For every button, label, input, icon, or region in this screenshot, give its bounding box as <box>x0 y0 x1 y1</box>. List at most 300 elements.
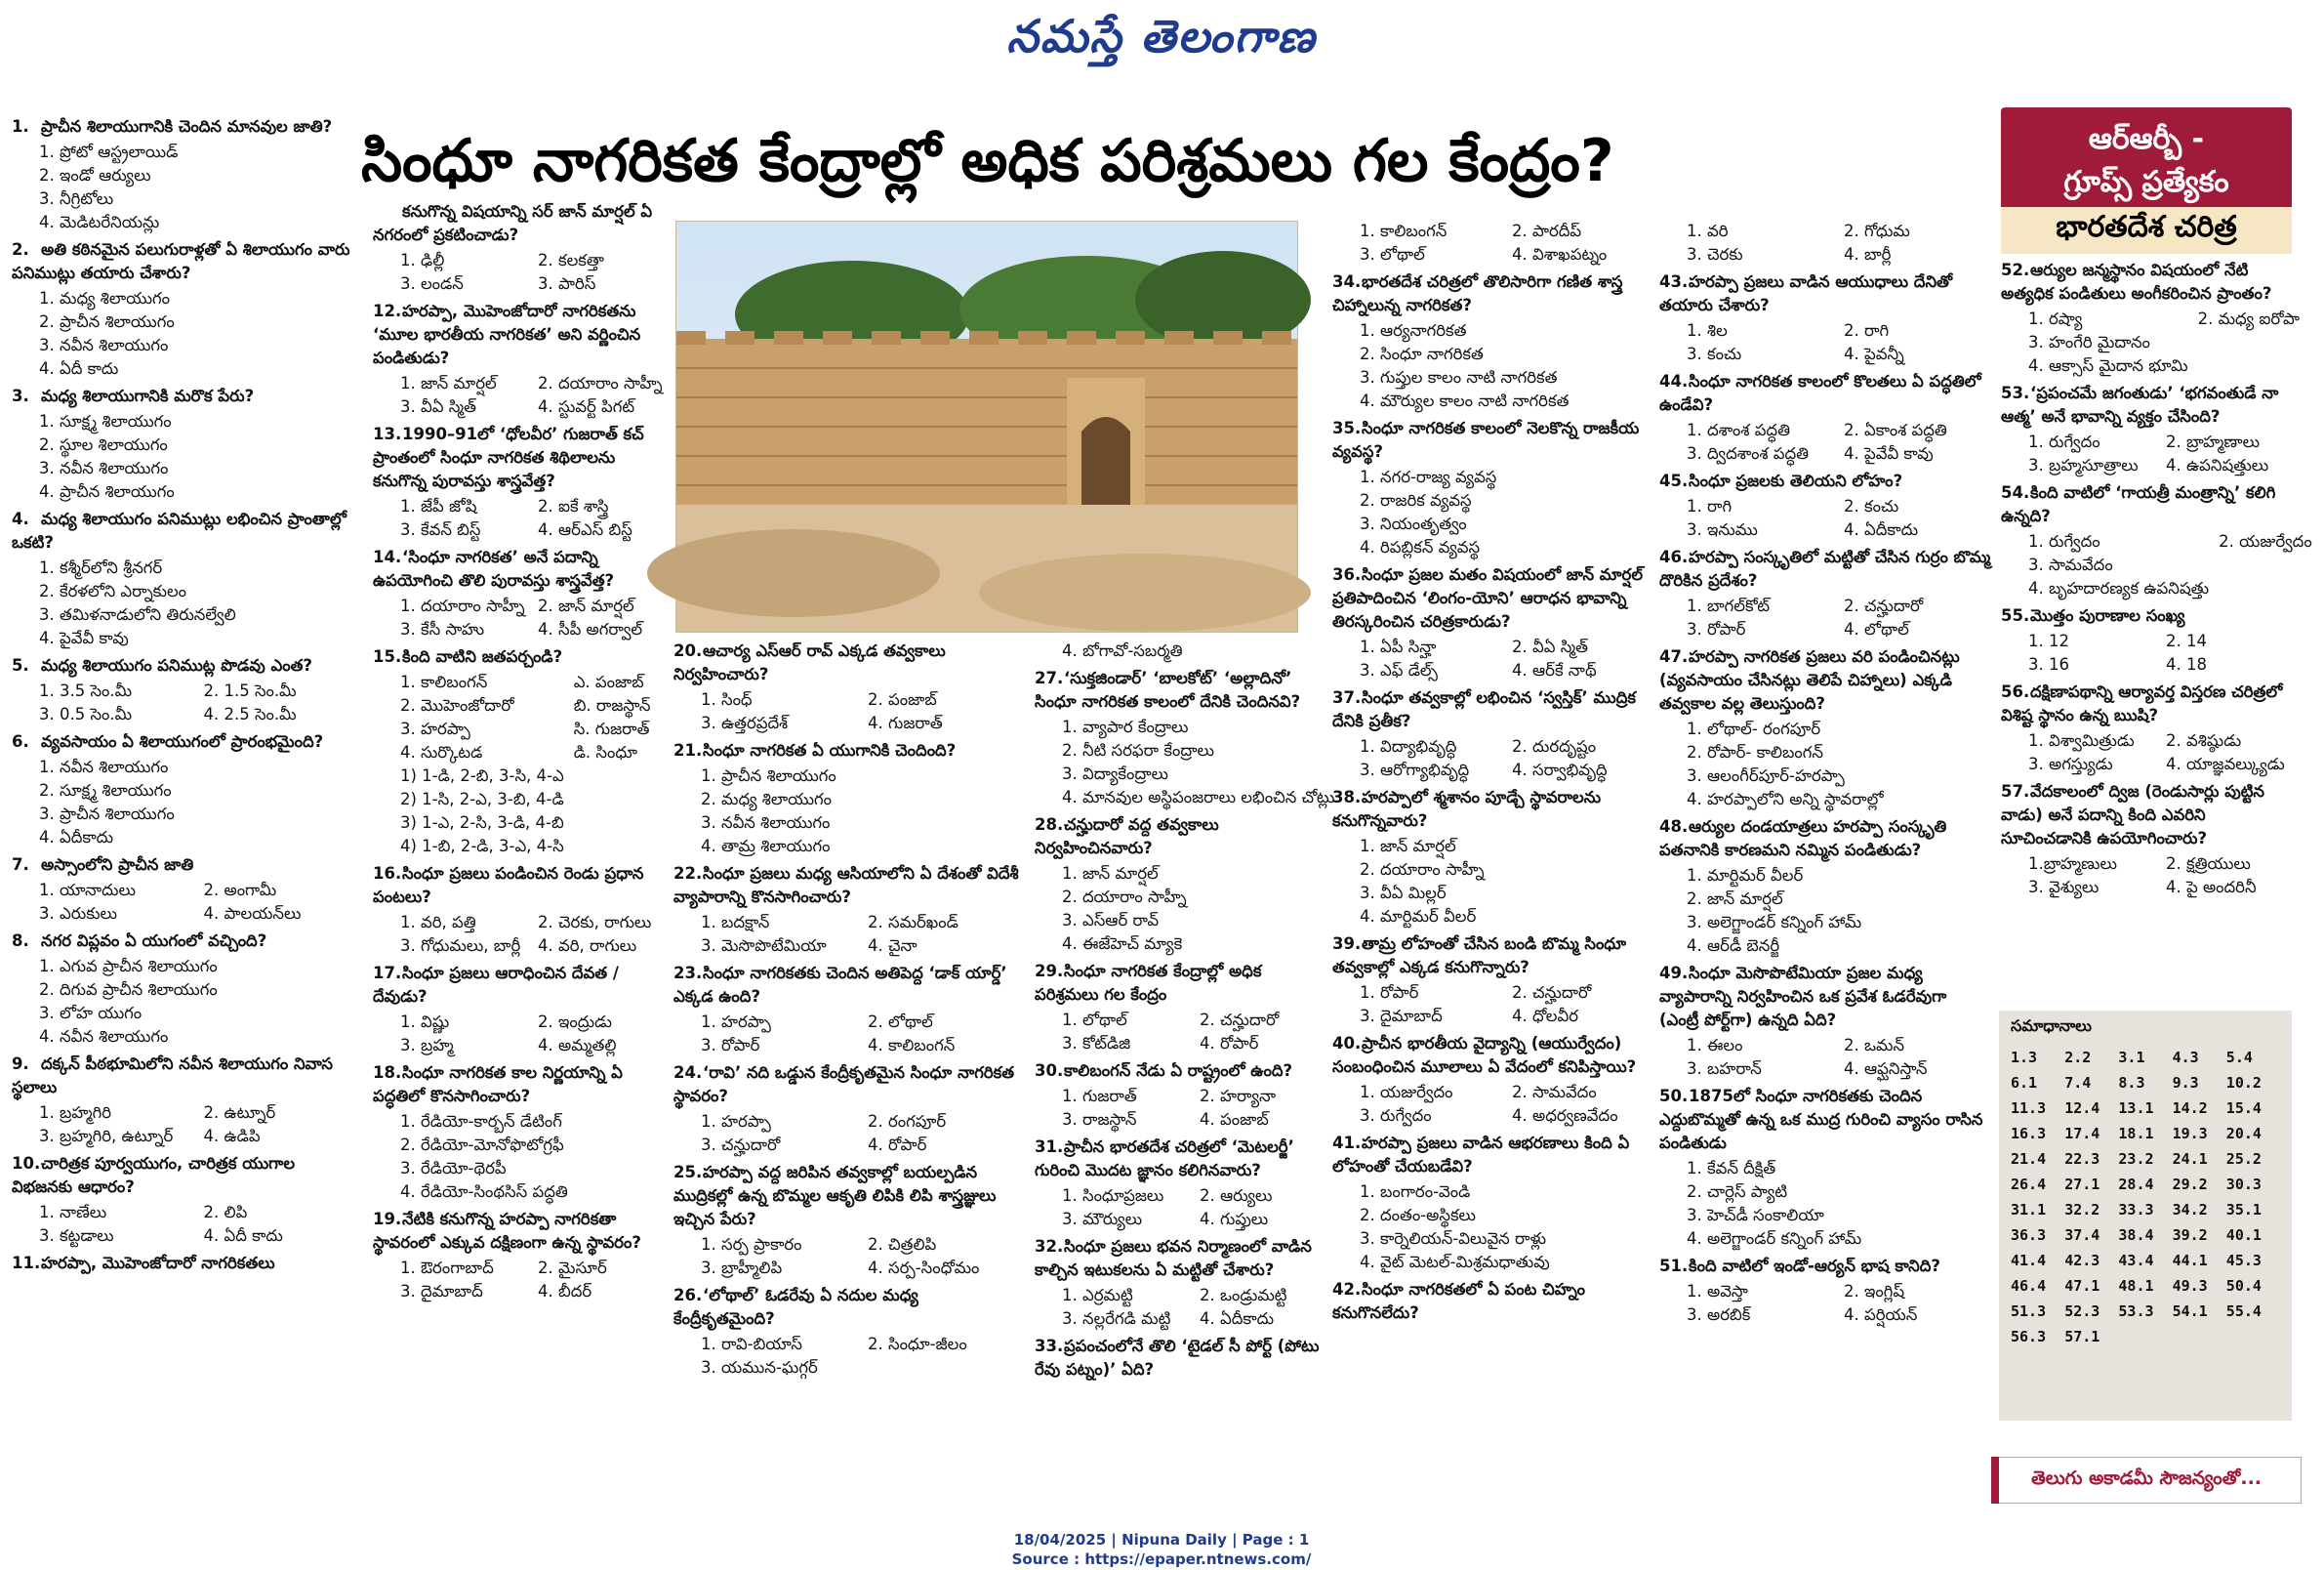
option-item: 3. అలెగ్జాండర్ కన్నింగ్ హామ్ <box>1687 913 1862 931</box>
answer-item: 45.3 <box>2225 1252 2262 1269</box>
option-item: 3. ఎస్ఆర్ రావ్ <box>1062 911 1160 930</box>
option-item: 1. కాలిబంగన్ <box>400 673 488 691</box>
options-list <box>1360 735 1654 782</box>
masthead: నమస్తే తెలంగాణ <box>1006 10 1317 62</box>
answer-item: 39.2 <box>2172 1226 2208 1244</box>
options-list <box>1687 1280 1991 1327</box>
answer-item: 55.4 <box>2225 1302 2262 1320</box>
option-item: 1. 12 <box>2028 632 2069 650</box>
option-item: 4. స్టువర్ట్ పిగట్ <box>538 397 635 416</box>
option-item: 1. కేవన్ దీక్షిత్ <box>1687 1159 1776 1178</box>
answer-key-title: సమాధానాలు <box>2011 1016 2092 1035</box>
option-item <box>868 1356 1025 1380</box>
options-list <box>1687 495 1991 542</box>
option-item: 3. అరబిక్ <box>1687 1305 1751 1324</box>
question-number: 36. <box>1332 565 1362 584</box>
option-item: 3. దైమాబాద్ <box>400 1282 483 1301</box>
option-item: 1. జాన్ మార్షల్ <box>1360 837 1456 855</box>
question-number: 54. <box>2001 483 2030 502</box>
option-item: 3. హెచ్‌డీ సంకాలియా <box>1687 1206 1824 1224</box>
answer-item: 54.1 <box>2172 1302 2208 1320</box>
option-item: 4. ఏదీకాదు <box>1200 1309 1275 1328</box>
options-list <box>701 911 1025 958</box>
answer-item: 30.3 <box>2225 1176 2262 1193</box>
question-body: ‘ప్రపంచమే జగంతుడు’ ‘భగవంతుడే నా ఆత్మ’ అనే భావాన్ని వ్యక్తం చేసింది? <box>2001 384 2279 426</box>
answer-item: 56.3 <box>2011 1328 2047 1345</box>
option-item: 3. పారిస్ <box>538 274 596 293</box>
option-item: 1. బదక్షాన్ <box>701 913 770 931</box>
option-item: 4. లోథాల్ <box>1844 620 1909 639</box>
question-body: సింధూ మెసొపొటేమియా ప్రజల మధ్య వ్యాపారాన్ని నిర్వహించిన ఒక ప్రవేశ ఓడరేవుగా (ఎంట్రీ పోర్ట్‌గా) ఉన్నది ఏది? <box>1659 964 1947 1029</box>
question-body: అస్సాంలోని ప్రాచీన జాతి <box>41 855 194 874</box>
question-body: సింధూ నాగరికతలో ఏ పంట చిహ్నం కనుగొనలేదు? <box>1332 1280 1585 1322</box>
option-item: 4. మౌర్యుల కాలం నాటి నాగరికత <box>1360 392 1570 410</box>
answer-item: 49.3 <box>2172 1277 2208 1295</box>
question-body: నగర విప్లవం ఏ యుగంలో వచ్చింది? <box>41 931 267 950</box>
options-list <box>1687 718 1991 811</box>
option-item: 3. బహరాన్ <box>1687 1059 1762 1078</box>
option-item: 4. ఆక్సాస్ మైదాన భూమి <box>2028 356 2188 375</box>
question-text <box>2001 382 2294 429</box>
question-number: 1. <box>12 117 29 136</box>
option-item: 4. పైవేవీ కావు <box>1844 444 1934 463</box>
option-item: 4. సుర్కొటడ <box>400 743 483 762</box>
option-item: 2. దయారాం సాహ్నీ <box>1062 888 1187 906</box>
options-list <box>39 410 358 504</box>
option-item: 2. ప్రాచీన శిలాయుగం <box>39 312 175 331</box>
question-text <box>673 1161 1025 1231</box>
answer-item: 29.2 <box>2172 1176 2208 1193</box>
question-number: 43. <box>1659 272 1689 291</box>
option-item: 1. జేపీ జోషి <box>400 497 477 516</box>
question-column-5 <box>1332 220 1654 1327</box>
option-item: 2. ఏకాంశ పద్ధతి <box>1844 421 1947 439</box>
question-number: 19. <box>373 1210 402 1228</box>
question-number: 27. <box>1035 669 1064 687</box>
options-list <box>2028 630 2294 677</box>
options-list <box>1062 1009 1327 1055</box>
options-list <box>1687 1157 1991 1251</box>
answer-item: 34.2 <box>2172 1201 2208 1219</box>
question-number: 32. <box>1035 1237 1064 1256</box>
answer-item: 12.4 <box>2064 1099 2100 1117</box>
options-list <box>1062 1284 1327 1331</box>
subject-tag: భారతదేశ చరిత్ర <box>2001 207 2292 254</box>
answer-item: 16.3 <box>2011 1125 2047 1142</box>
option-item: 1. యజుర్వేదం <box>1360 1083 1453 1101</box>
option-item: 4. మానవుల అస్థిపంజరాలు లభించిన చోట్లు <box>1062 788 1335 806</box>
question-body: సింధూ ప్రజల మతం విషయంలో జాన్ మార్షల్ ప్రతిపాదించిన ‘లింగం-యోని’ ఆరాధన భావాన్ని తిరస్కరించిన చరిత్రకారుడు? <box>1332 565 1644 631</box>
question-column-4 <box>1035 640 1335 1384</box>
option-item: 4. ఆఫ్ఘనిస్తాన్ <box>1844 1059 1928 1078</box>
question-column-3 <box>673 640 1025 1384</box>
question-body: దక్కన్ పీఠభూమిలోని నవీన శిలాయుగం నివాస స్థలాలు <box>12 1054 333 1096</box>
option-item: 4. రేడియో-సింథసిస్ పద్ధతి <box>400 1182 568 1201</box>
question-body: ప్రాచీన శిలాయుగానికి చెందిన మానవుల జాతి? <box>41 117 333 136</box>
question-body: 1875లో సింధూ నాగరికతకు చెందిన ఎద్దుబొమ్మతో ఉన్న ఒక ముద్ర గురించి వ్యాసం రాసిన పండితుడు <box>1659 1087 1983 1152</box>
option-item: 2. కంచు <box>1844 497 1899 516</box>
option-item: 4. బృహదారణ్యక ఉపనిషత్తు <box>2028 579 2210 598</box>
answer-item: 33.3 <box>2118 1201 2154 1219</box>
question-text <box>673 862 1025 909</box>
option-item <box>574 811 666 835</box>
option-item: 3. ఆలంగీర్‌పూర్-హరప్పా <box>1687 766 1845 785</box>
options-list <box>1360 220 1654 267</box>
options-list <box>1687 864 1991 958</box>
question-text <box>373 962 666 1009</box>
question-body: హరప్పా నాగరికత ప్రజలు వరి పండించినట్లు (వ్యవసాయం చేసినట్లు తెలిపే చిహ్నాలు) ఎక్కడి తవ్వకాల వల్ల తెలుస్తుంది? <box>1659 647 1960 713</box>
options-list <box>1687 1034 1991 1081</box>
options-list <box>400 1011 666 1057</box>
option-item: 2. మధ్య ఐరోపా <box>2197 310 2300 328</box>
question-text <box>1035 960 1327 1007</box>
question-number: 20. <box>673 641 703 660</box>
options-list <box>400 911 666 958</box>
answer-item: 46.4 <box>2011 1277 2047 1295</box>
option-item: 2. ఇండో ఆర్యులు <box>39 166 151 185</box>
option-item: 1. వరి, పత్తి <box>400 913 476 931</box>
answer-item: 53.3 <box>2118 1302 2154 1320</box>
question-number: 35. <box>1332 419 1362 437</box>
question-text <box>1332 563 1654 634</box>
question-number: 53. <box>2001 384 2030 402</box>
option-item: 4. నవీన శిలాయుగం <box>39 1027 169 1046</box>
answer-item: 24.1 <box>2172 1150 2208 1168</box>
option-item: 2. అంగామీ <box>203 881 277 899</box>
question-number: 14. <box>373 548 402 566</box>
option-item: 3. విద్యాకేంద్రాలు <box>1062 764 1168 783</box>
options-list <box>39 680 358 726</box>
option-item: 1. రాగి <box>1687 497 1733 516</box>
option-item: 2. పంజాబ్ <box>868 690 937 709</box>
question-text <box>2001 780 2294 850</box>
option-item: 3. నవీన శిలాయుగం <box>701 813 831 832</box>
question-text <box>2001 481 2294 528</box>
option-item: 3. ఎఫ్ డేల్స్ <box>1360 661 1438 680</box>
question-text <box>1035 813 1327 860</box>
question-text <box>1035 1136 1327 1182</box>
option-item: 1. రేడియో-కార్బన్ డేటింగ్ <box>400 1112 562 1131</box>
options-list <box>39 1101 358 1148</box>
question-number: 16. <box>373 864 402 883</box>
question-text <box>1035 1335 1327 1382</box>
answer-item: 57.1 <box>2064 1328 2100 1345</box>
question-text <box>1659 1085 1991 1155</box>
option-item: 1. విద్యాభివృద్ధి <box>1360 737 1457 756</box>
question-number: 24. <box>673 1063 703 1082</box>
question-number: 3. <box>12 387 29 405</box>
option-item: 1. ఔరంగాబాద్ <box>400 1259 494 1277</box>
option-item: 2. చెరకు, రాగులు <box>538 913 652 931</box>
option-item: 2. ఒమన్ <box>1844 1036 1905 1054</box>
options-list <box>1360 319 1654 413</box>
option-item <box>2198 331 2300 354</box>
options-list <box>400 671 666 858</box>
question-text <box>12 1053 358 1099</box>
question-text <box>1659 270 1991 317</box>
question-number: 15. <box>373 647 402 666</box>
option-item: 3. గుప్తుల కాలం నాటి నాగరికత <box>1360 368 1558 387</box>
option-item: బి. రాజస్థాన్ <box>573 696 651 715</box>
question-text <box>373 862 666 909</box>
option-item: 3. వైశ్యులు <box>2028 878 2100 896</box>
option-item: 4. ఆర్‌డీ బెనర్జీ <box>1687 936 1780 955</box>
options-list <box>39 141 358 234</box>
option-item: 2. జాన్ మార్షల్ <box>1687 889 1783 908</box>
option-item: 2. యజుర్వేదం <box>2219 532 2312 551</box>
question-body: దక్షిణాపథాన్ని ఆర్యావర్త విస్తరణ చరిత్రలో విశిష్ట స్థానం ఉన్న ఋషి? <box>2001 682 2283 724</box>
question-body: ఆర్యుల దండయాత్రలు హరప్పా సంస్కృతి పతనానికి కారణమని నమ్మిన పండితుడు? <box>1659 817 1947 859</box>
footer-line1: 18/04/2025 | Nipuna Daily | Page : 1 <box>1013 1531 1310 1549</box>
question-number: 29. <box>1035 962 1064 980</box>
option-item: 2. రేడియో-మోనోఫొటోగ్రఫీ <box>400 1136 564 1154</box>
question-text <box>12 930 358 953</box>
option-item: 3. 16 <box>2028 655 2069 674</box>
question-number: 37. <box>1332 688 1362 707</box>
question-body: ‘సింధూ నాగరికత’ అనే పదాన్ని ఉపయోగించి తొలి పురావస్తు శాస్త్రవేత్త? <box>373 548 615 590</box>
option-item: 4. కాలిబంగన్ <box>868 1036 956 1054</box>
option-item: 3. కోట్‌డిజి <box>1062 1034 1131 1053</box>
question-text <box>1332 417 1654 464</box>
question-body: సింధూ నాగరికతకు చెందిన అతిపెద్ద ‘డాక్ యార్డ్’ ఎక్కడ ఉంది? <box>673 964 1007 1006</box>
question-number: 21. <box>673 741 703 760</box>
option-item: 1. ఆర్యనాగరికత <box>1360 321 1467 340</box>
question-number: 44. <box>1659 372 1689 391</box>
option-item: 3. కేసీ సాహు <box>400 620 485 639</box>
option-item: 3. బ్రహ్మ <box>400 1036 454 1054</box>
question-body: హరప్పా వద్ద జరిపిన తవ్వకాల్లో బయల్పడిన ముద్రికల్లో ఉన్న బొమ్మల ఆకృతి లిపికి లిపి శాస్త్రజ్ఞులు ఇచ్చిన పేరు? <box>673 1163 997 1228</box>
question-number: 34. <box>1332 272 1362 291</box>
question-body: కింది వాటిలో ‘గాయత్రీ మంత్రాన్ని’ కలిగి ఉన్నది? <box>2001 483 2276 525</box>
options-list <box>701 764 1025 858</box>
question-number: 18. <box>373 1063 402 1082</box>
options-list <box>701 1233 1025 1280</box>
answer-item: 25.2 <box>2225 1150 2262 1168</box>
answer-key-grid <box>1999 1045 2292 1349</box>
option-item: 2. స్థూల శిలాయుగం <box>39 435 168 454</box>
option-item: 3. కట్టడాలు <box>39 1226 114 1245</box>
question-text <box>1332 686 1654 733</box>
footer-source-link[interactable]: Source : https://epaper.ntnews.com/ <box>1011 1550 1312 1568</box>
option-item: 3. నవీన శిలాయుగం <box>39 459 169 477</box>
option-item: 4. ఈజేహెచ్ మ్యాకె <box>1062 934 1183 953</box>
question-column-1 <box>12 115 358 1277</box>
question-text <box>12 1152 358 1199</box>
question-number: 47. <box>1659 647 1689 666</box>
question-number: 55. <box>2001 606 2030 625</box>
question-number: 50. <box>1659 1087 1689 1105</box>
question-text <box>12 1252 358 1275</box>
answer-item: 4.3 <box>2172 1049 2199 1066</box>
option-item: ఎ. పంజాబ్ <box>573 673 644 691</box>
options-list <box>400 495 666 542</box>
answer-item: 21.4 <box>2011 1150 2047 1168</box>
options-list <box>2028 530 2312 600</box>
option-item: 2. సామవేదం <box>1512 1083 1597 1101</box>
option-item: 2) 1-సి, 2-ఎ, 3-బి, 4-డి <box>400 790 564 808</box>
options-list <box>701 1333 1025 1380</box>
question-number: 28. <box>1035 815 1064 834</box>
question-body: సింధూ ప్రజలు పండించిన రెండు ప్రధాన పంటలు? <box>373 864 644 906</box>
answer-item: 15.4 <box>2225 1099 2262 1117</box>
option-item: 2. బ్రాహ్మణాలు <box>2166 433 2261 451</box>
question-text <box>12 730 358 754</box>
question-number: 33. <box>1035 1337 1064 1355</box>
option-item: 1. వ్యాపార కేంద్రాలు <box>1062 718 1189 736</box>
option-item: 3. ద్విదశాంశ పద్ధతి <box>1687 444 1810 463</box>
option-item: 1. సూక్ష్మ శిలాయుగం <box>39 412 172 431</box>
option-item: 3. నల్లరేగడి మట్టి <box>1062 1309 1171 1328</box>
answer-item: 17.4 <box>2064 1125 2100 1142</box>
question-body: చన్హుదారో వద్ద తవ్వకాలు నిర్వహించినవారు? <box>1035 815 1219 857</box>
option-item: 1.బ్రాహ్మణులు <box>2028 854 2117 873</box>
option-item: 4. గుప్తులు <box>1200 1210 1269 1228</box>
options-list <box>2028 431 2294 477</box>
option-item: 1. శిల <box>1687 321 1728 340</box>
question-number: 26. <box>673 1286 703 1304</box>
options-list <box>1360 1081 1654 1128</box>
option-item: 1. రోపార్ <box>1360 983 1419 1002</box>
options-list <box>1360 835 1654 929</box>
options-list <box>701 1110 1025 1157</box>
option-item: 4. సీపీ అగర్వాల్ <box>538 620 643 639</box>
options-list <box>1687 319 1991 366</box>
page-footer <box>859 1530 1464 1569</box>
question-text <box>2001 681 2294 727</box>
option-item: 1. విష్ణు <box>400 1012 450 1031</box>
option-item: 4. మెడిటరేనియన్లు <box>39 213 160 231</box>
credit-text: తెలుగు అకాడమీ సౌజన్యంతో... <box>2030 1467 2263 1489</box>
option-item: 2. సింధూ నాగరికత <box>1360 345 1484 363</box>
option-item: 2. ఉట్నూర్ <box>203 1103 276 1122</box>
question-number: 30. <box>1035 1061 1064 1080</box>
question-body: ‘రావి’ నది ఒడ్డున కేంద్రీకృతమైన సింధూ నాగరికత స్థావరం? <box>673 1063 1015 1105</box>
option-item: 3. చెరకు <box>1687 245 1743 264</box>
question-text <box>1332 1132 1654 1178</box>
option-item: 1. దశాంశ పద్ధతి <box>1687 421 1790 439</box>
option-item: 4. అలెగ్జాండర్ కన్నింగ్ హామ్ <box>1687 1229 1862 1248</box>
option-item: 2. చార్లెస్ ప్యాటి <box>1687 1182 1788 1201</box>
option-item <box>574 835 666 858</box>
option-item: 1. జాన్ మార్షల్ <box>400 374 497 392</box>
option-item: 1. ఈలం <box>1687 1036 1743 1054</box>
option-item: 1. బంగారం-వెండి <box>1360 1182 1471 1201</box>
option-item: 2. ఇంగ్లిష్ <box>1844 1282 1905 1301</box>
question-body: సింధూ తవ్వకాల్లో లభించిన ‘స్వస్తిక్’ ముద్రిక దేనికి ప్రతీక? <box>1332 688 1636 730</box>
options-list <box>1062 640 1327 663</box>
question-body: సింధూ నాగరికత ఏ యుగానికి చెందింది? <box>703 741 957 760</box>
option-item: 4. ఏదీ కాదు <box>39 359 119 378</box>
option-item: 1. హరప్పా <box>701 1112 771 1131</box>
question-number: 39. <box>1332 934 1362 953</box>
question-number: 13. <box>373 425 402 443</box>
option-item: 4. ఉపనిషత్తులు <box>2166 456 2269 475</box>
option-item: 2. మధ్య శిలాయుగం <box>701 790 833 808</box>
option-item: 1. నాణేలు <box>39 1203 107 1221</box>
option-item: 2. ఇంద్రుడు <box>538 1012 612 1031</box>
option-item: 3. ఇనుము <box>1687 520 1758 539</box>
option-item: 3. రోపార్ <box>701 1036 760 1054</box>
options-list <box>39 756 358 849</box>
option-item: 2. దయారాం సాహ్నీ <box>538 374 663 392</box>
option-item: 4. బోగావో-సబర్మతి <box>1062 641 1183 660</box>
answer-item: 27.1 <box>2064 1176 2100 1193</box>
question-text <box>12 654 358 678</box>
question-body: ఆర్యుల జన్మస్థానం విషయంలో నేటి అత్యధిక పండితులు అంగీకరించిన ప్రాంతం? <box>2001 261 2272 303</box>
answer-item: 40.1 <box>2225 1226 2262 1244</box>
question-body: ‘లోథాల్’ ఓడరేవు ఏ నదుల మధ్య కేంద్రీకృతమైంది? <box>673 1286 918 1328</box>
credit-bar <box>1991 1457 1999 1504</box>
option-item: 2. దురదృష్టం <box>1512 737 1597 756</box>
question-text <box>373 645 666 669</box>
question-number: 42. <box>1332 1280 1362 1299</box>
question-number: 7. <box>12 855 29 874</box>
option-item: 3. ప్రాచీన శిలాయుగం <box>39 805 175 823</box>
option-item: 4. అమ్మతల్లి <box>538 1036 617 1054</box>
question-column-6 <box>1659 220 1991 1331</box>
question-number: 51. <box>1659 1257 1689 1275</box>
option-item: 3. రేడియో-థెరపీ <box>400 1159 507 1178</box>
question-text <box>12 853 358 877</box>
option-item: 3. వీఏ మిల్లర్ <box>1360 884 1447 902</box>
option-item: 4. బార్లీ <box>1844 245 1892 264</box>
answer-key <box>1999 1011 2292 1421</box>
question-number: 46. <box>1659 548 1689 566</box>
option-item: 1. హరప్పా <box>701 1012 771 1031</box>
option-item: 4. పై అందరినీ <box>2166 878 2257 896</box>
option-item: 1. బాగల్‌కోట్ <box>1687 597 1770 615</box>
option-item: 4. హరప్పాలోని అన్ని స్థావరాల్లో <box>1687 790 1884 808</box>
answer-item: 18.1 <box>2118 1125 2154 1142</box>
option-item: 1. ప్రాచీన శిలాయుగం <box>701 766 836 785</box>
question-body: మధ్య శిలాయుగం పనిముట్లు లభించిన ప్రాంతాల్లో ఒకటి? <box>12 510 347 552</box>
option-item: 1) 1-డి, 2-బి, 3-సి, 4-ఎ <box>400 766 564 785</box>
section-tag <box>2001 107 2292 215</box>
option-item: 2. సింధూ-జీలం <box>868 1335 967 1353</box>
option-item: 4. పంజాబ్ <box>1200 1110 1269 1129</box>
option-item: 4. గుజరాత్ <box>868 714 943 732</box>
option-item: 3. కార్నెలియన్-విలువైన రాళ్లు <box>1360 1229 1547 1248</box>
question-number: 11. <box>12 1254 41 1272</box>
question-number: 56. <box>2001 682 2030 701</box>
options-list <box>39 287 358 381</box>
options-list <box>39 557 358 650</box>
option-item: 1. సర్ప ప్రాకారం <box>701 1235 802 1254</box>
option-item: 3. లండన్ <box>400 274 464 293</box>
answer-item: 2.2 <box>2064 1049 2092 1066</box>
options-list <box>1360 636 1654 682</box>
question-text <box>373 1208 666 1255</box>
answer-item: 19.3 <box>2172 1125 2208 1142</box>
question-column-2 <box>373 200 666 1307</box>
option-item: 4. ప్రాచీన శిలాయుగం <box>39 482 175 501</box>
option-item: 1. జాన్ మార్షల్ <box>1062 864 1159 883</box>
option-item: 3. గోధుమలు, బార్లీ <box>400 936 521 955</box>
options-list <box>400 372 666 419</box>
option-item: 3. చన్హుదారో <box>701 1136 781 1154</box>
question-body: ప్రపంచంలోనే తొలి ‘టైడల్ సీ పోర్ట్ (పోటు రేవు పట్నం)’ ఏది? <box>1035 1337 1320 1379</box>
question-number: 10. <box>12 1154 41 1173</box>
answer-item: 8.3 <box>2118 1074 2145 1092</box>
option-item: 1. ప్రోటో ఆస్ట్రలాయిడ్ <box>39 143 179 161</box>
option-item: 3. ఎరుకులు <box>39 904 117 923</box>
option-item: 3. మెసొపొటేమియా <box>701 936 827 955</box>
option-item: 1. మార్టిమర్ వీలర్ <box>1687 866 1804 885</box>
question-body: తామ్ర లోహంతో చేసిన బండి బొమ్మ సింధూ తవ్వకాల్లో ఎక్కడ కనుగొన్నారు? <box>1332 934 1626 976</box>
question-text <box>1332 932 1654 979</box>
option-item: 1. లోథాల్- రంగపూర్ <box>1687 720 1821 738</box>
option-item: 2. చిత్రలిపి <box>868 1235 937 1254</box>
